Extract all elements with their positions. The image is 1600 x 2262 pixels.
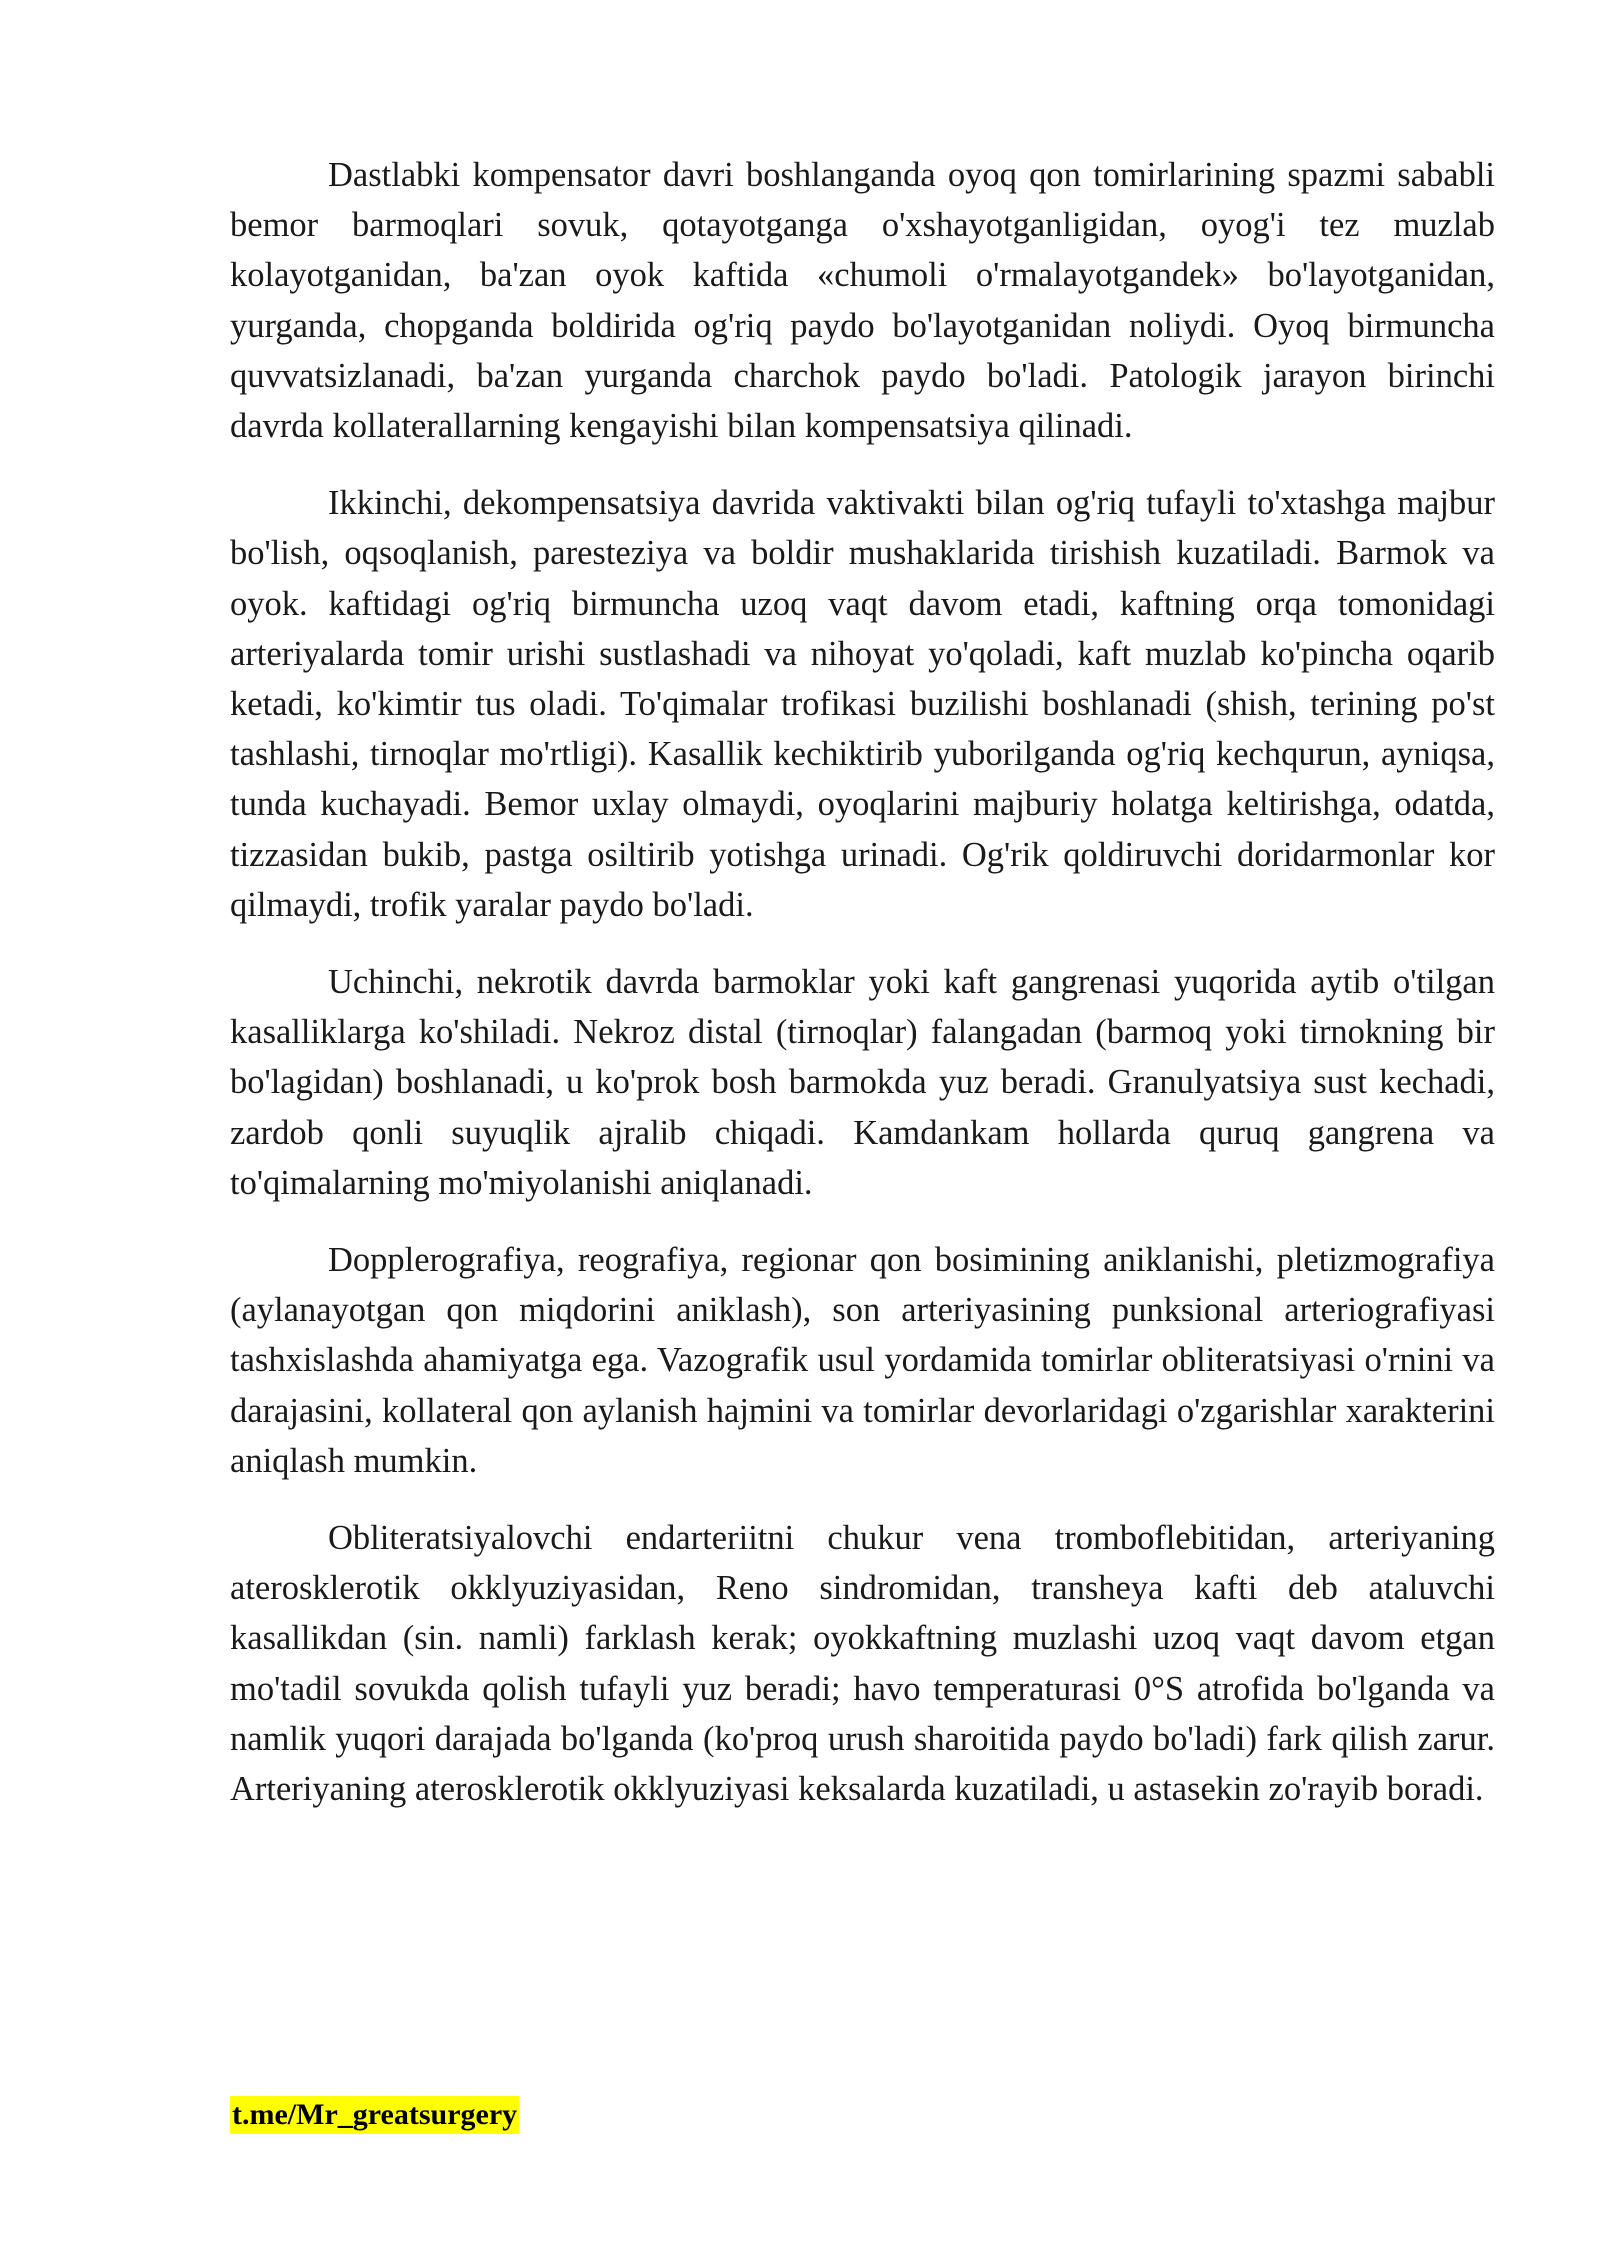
paragraph-diagnostics: Dopplerografiya, reografiya, regionar qon bosimining aniklanishi, pletizmografiya (aylanayotgan qon miqdorini aniklash), son arteriyasining punksional arteriografiyasi tashxislashda ahamiyatga ega. Vazografik usul yordamida tomirlar obliteratsiyasi o'rnini va darajasini, kollateral qon aylanish hajmini va tomirlar devorlaridagi o'zgarishlar xarakterini aniqlash mumkin. bbox=[230, 1241, 1495, 1480]
paragraph-compensatory-stage: Dastlabki kompensator davri boshlanganda oyoq qon tomirlarining spazmi sababli bemor barmoqlari sovuk, qotayotganga o'xshayotganligidan, oyog'i tez muzlab kolayotganidan, ba'zan oyok kaftida «chumoli o'rmalayotgandek» bo'layotganidan, yurganda, chopganda boldirida og'riq paydo bo'layotganidan noliydi. Oyoq birmuncha quvvatsizlanadi, ba'zan yurganda charchok paydo bo'ladi. Patologik jarayon birinchi davrda kollaterallarning kengayishi bilan kompensatsiya qilinadi. bbox=[230, 156, 1495, 446]
paragraph-decompensation-stage: Ikkinchi, dekompensatsiya davrida vaktivakti bilan og'riq tufayli to'xtashga majbur bo'lish, oqsoqlanish, paresteziya va boldir mushaklarida tirishish kuzatiladi. Barmok va oyok. kaftidagi og'riq birmuncha uzoq vaqt davom etadi, kaftning orqa tomonidagi arteriyalarda tomir urishi sustlashadi va nihoyat yo'qoladi, kaft muzlab ko'pincha oqarib ketadi, ko'kimtir tus oladi. To'qimalar trofikasi buzilishi boshlanadi (shish, terining po'st tashlashi, tirnoqlar mo'rtligi). Kasallik kechiktirib yuborilganda og'riq kechqurun, ayniqsa, tunda kuchayadi. Bemor uxlay olmaydi, oyoqlarini majburiy holatga keltirishga, odatda, tizzasidan bukib, pastga osiltirib yotishga urinadi. Og'rik qoldiruvchi doridarmonlar kor qilmaydi, trofik yaralar paydo bo'ladi. bbox=[230, 484, 1495, 924]
paragraph-differential-diagnosis: Obliteratsiyalovchi endarteriitni chukur vena tromboflebitidan, arteriyaning aterosklerotik okklyuziyasidan, Reno sindromidan, transheya kafti deb ataluvchi kasallikdan (sin. namli) farklash kerak; oyokkaftning muzlashi uzoq vaqt davom etgan mo'tadil sovukda qolish tufayli yuz beradi; havo temperaturasi 0°S atrofida bo'lganda va namlik yuqori darajada bo'lganda (ko'proq urush sharoitida paydo bo'ladi) fark qilish zarur. Arteriyaning aterosklerotik okklyuziyasi keksalarda kuzatiladi, u astasekin zo'rayib boradi. bbox=[230, 1519, 1495, 1809]
telegram-link[interactable]: t.me/Mr_greatsurgery bbox=[230, 2096, 519, 2134]
paragraph-necrotic-stage: Uchinchi, nekrotik davrda barmoklar yoki kaft gangrenasi yuqorida aytib o'tilgan kasalliklarga ko'shiladi. Nekroz distal (tirnoqlar) falangadan (barmoq yoki tirnokning bir bo'lagidan) boshlanadi, u ko'prok bosh barmokda yuz beradi. Granulyatsiya sust kechadi, zardob qonli suyuqlik ajralib chiqadi. Kamdankam hollarda quruq gangrena va to'qimalarning mo'miyolanishi aniqlanadi. bbox=[230, 963, 1495, 1202]
document-page bbox=[230, 150, 1495, 1841]
